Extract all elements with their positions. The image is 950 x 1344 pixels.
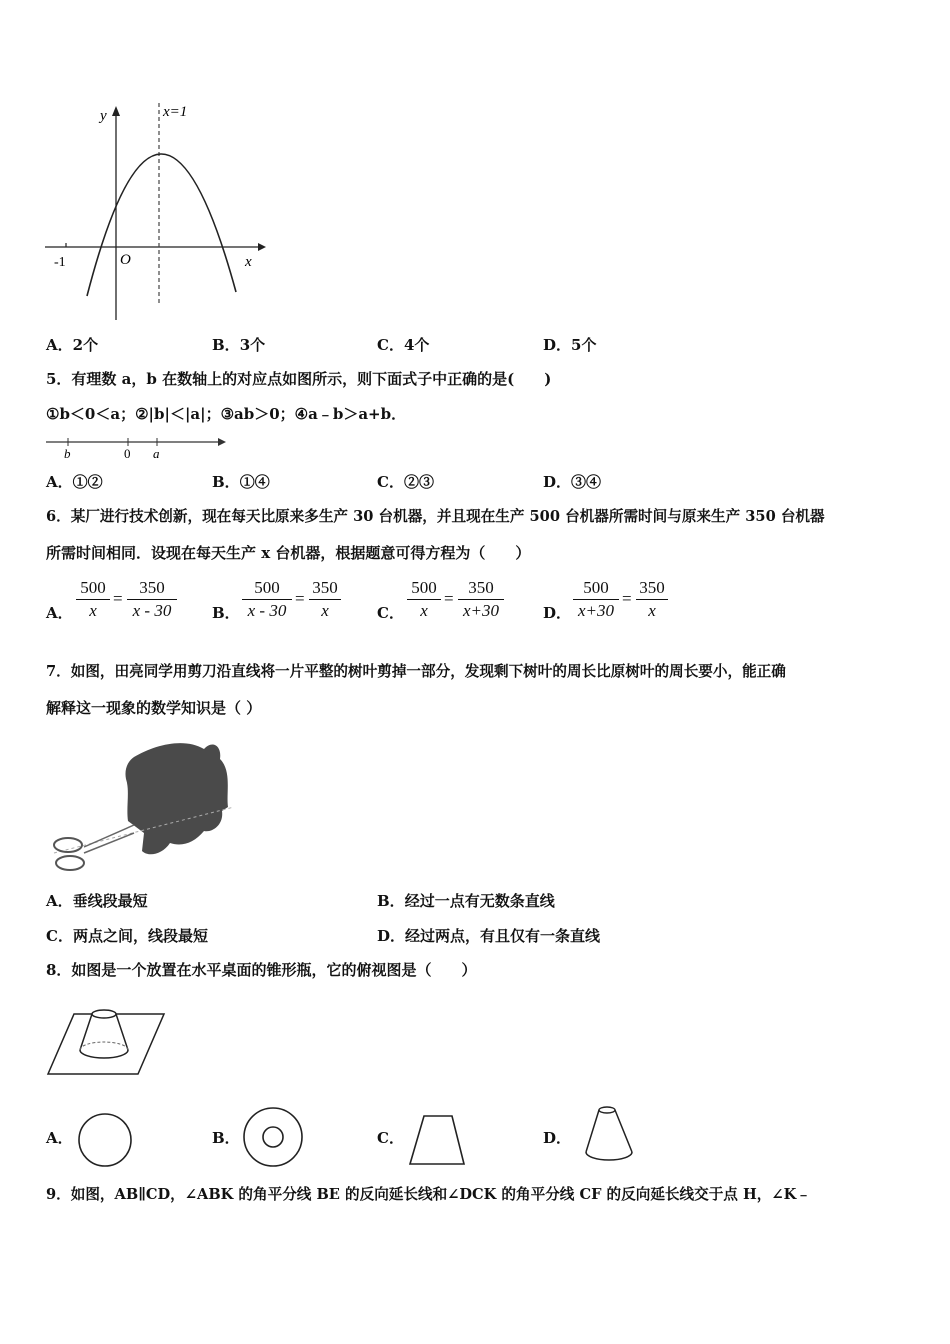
q6-a-left-fraction: 500 x: [76, 578, 110, 621]
q7-option-d[interactable]: D．经过两点，有且仅有一条直线: [377, 927, 601, 945]
q4-option-d[interactable]: D．5个: [543, 336, 597, 354]
q6-option-a-letter[interactable]: A．: [46, 604, 73, 622]
q5-option-d[interactable]: D．③④: [543, 473, 602, 491]
q8-option-b-letter[interactable]: B．: [212, 1129, 240, 1147]
q8-stem: 8．如图是一个放置在水平桌面的锥形瓶，它的俯视图是（ ）: [46, 961, 477, 979]
q8-option-d-letter[interactable]: D．: [543, 1129, 572, 1147]
q6-c-right-fraction: 350 x+30: [458, 578, 504, 621]
cone-bottle-figure: [44, 996, 169, 1081]
q4-option-c[interactable]: C．4个: [377, 336, 430, 354]
q6-a-equals: =: [113, 589, 123, 608]
scissors-handle-bottom: [56, 856, 84, 870]
q7-option-a[interactable]: A．垂线段最短: [46, 892, 148, 910]
q8-option-a-circle[interactable]: [74, 1110, 136, 1170]
q8-option-c-letter[interactable]: C．: [377, 1129, 404, 1147]
x-axis-label: x: [245, 254, 252, 270]
q8-option-c-trapezoid[interactable]: [404, 1110, 474, 1170]
q6-d-equals: =: [622, 589, 632, 608]
point-zero-label: 0: [124, 446, 131, 461]
q6-c-left-fraction: 500 x: [407, 578, 441, 621]
point-a-label: a: [153, 446, 160, 461]
point-b-label: b: [64, 446, 71, 461]
origin-label: O: [120, 252, 131, 268]
q6-stem-line1: 6．某厂进行技术创新，现在每天比原来多生产 30 台机器，并且现在生产 500 台机器所需时间与原来生产 350 台机器: [46, 508, 825, 525]
q6-a-right-fraction: 350 x - 30: [127, 578, 177, 621]
q4-option-a[interactable]: A．2个: [46, 336, 99, 354]
y-axis-label: y: [100, 108, 107, 124]
q7-option-c[interactable]: C．两点之间，线段最短: [46, 927, 208, 945]
q7-option-b[interactable]: B．经过一点有无数条直线: [377, 892, 555, 910]
q6-stem-line2: 所需时间相同．设现在每天生产 x 台机器，根据题意可得方程为（ ）: [46, 544, 531, 562]
q6-b-right-fraction: 350 x: [309, 578, 341, 621]
q6-b-equals: =: [295, 589, 305, 608]
q7-stem-line2: 解释这一现象的数学知识是（ ）: [46, 699, 262, 717]
q6-b-left-fraction: 500 x - 30: [242, 578, 292, 621]
q5-option-c[interactable]: C．②③: [377, 473, 434, 491]
q6-d-right-fraction: 350 x: [636, 578, 668, 621]
q6-option-c-letter[interactable]: C．: [377, 604, 404, 622]
cone-body: [80, 1014, 128, 1058]
q5-option-a[interactable]: A．①②: [46, 473, 103, 491]
q6-option-d-letter[interactable]: D．: [543, 604, 572, 622]
q8-option-d-cone[interactable]: [570, 1100, 642, 1170]
minus-one-label: -1: [54, 255, 66, 270]
parabola-graph: [40, 98, 270, 323]
x-eq-label: x=1: [163, 104, 188, 120]
leaf-shape: [125, 743, 228, 854]
q8-option-a-letter[interactable]: A．: [46, 1129, 73, 1147]
q4-option-b[interactable]: B．3个: [212, 336, 266, 354]
parabola-curve: [87, 154, 236, 296]
number-line: [44, 432, 229, 462]
q6-option-b-letter[interactable]: B．: [212, 604, 240, 622]
q5-option-b[interactable]: B．①④: [212, 473, 270, 491]
leaf-scissors-figure: [44, 735, 234, 880]
q6-d-left-fraction: 500 x+30: [573, 578, 619, 621]
q5-stem: 5．有理数 a，b 在数轴上的对应点如图所示，则下面式子中正确的是( ): [46, 370, 552, 388]
q9-stem: 9．如图，AB∥CD，∠ABK 的角平分线 BE 的反向延长线和∠DCK 的角平分线 CF 的反向延长线交于点 H，∠K﹣: [46, 1186, 811, 1203]
q6-c-equals: =: [444, 589, 454, 608]
q5-statements: ①b＜0＜a；②|b|＜|a|；③ab＞0；④a﹣b＞a+b．: [46, 405, 407, 423]
q7-stem-line1: 7．如图，田亮同学用剪刀沿直线将一片平整的树叶剪掉一部分，发现剩下树叶的周长比原树叶的周长要小，能正确: [46, 663, 786, 680]
q8-option-b-ring[interactable]: [240, 1104, 306, 1170]
